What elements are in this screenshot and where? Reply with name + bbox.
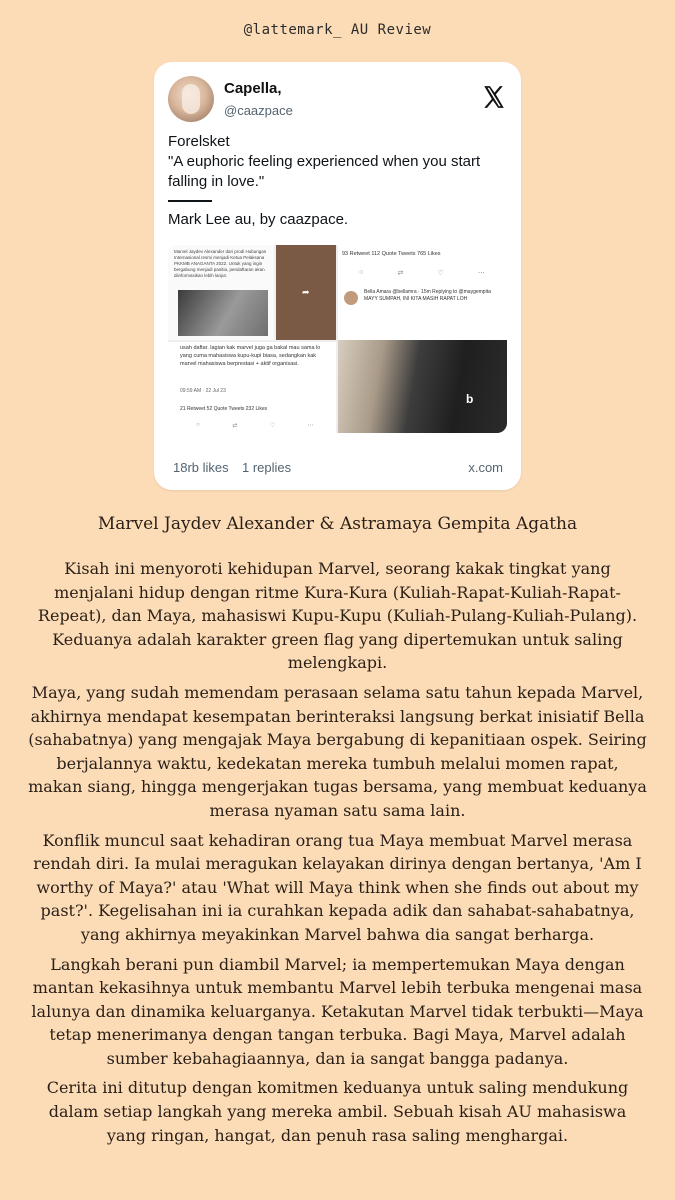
x-logo-icon[interactable] <box>481 84 507 110</box>
reply-text: Bella Amara @bellamra · 15m Replying to @maygempita MAYY SUMPAH, INI KITA MASIH RAPAT LOH <box>364 289 491 302</box>
doc-photo <box>178 290 268 336</box>
media-photo[interactable] <box>338 340 507 433</box>
media-reply-screenshot[interactable] <box>338 245 507 340</box>
divider <box>168 200 212 202</box>
user-handle[interactable]: @caazpace <box>224 103 293 118</box>
media-tweet-screenshot[interactable] <box>168 342 336 433</box>
photo-label: b <box>466 392 474 406</box>
top-stats: 93 Retweet 112 Quote Tweets 765 Likes <box>342 251 441 257</box>
retweet-icon: ⇄ <box>232 423 238 429</box>
likes-count[interactable]: 18rb likes <box>173 460 229 475</box>
retweet-icon: ⇄ <box>397 270 404 277</box>
paragraph-2: Maya, yang sudah memendam perasaan selama satu tahun kepada Marvel, akhirnya mendapat kesempatan berinteraksi langsung berkat inisiatif Bella (sahabatnya) yang mengajak Maya bergabung di kepanitiaan ospek. Seiring berjalannya waktu, kedekatan mereka tumbuh melalui momen rapat, makan siang, hingga mengerjakan tugas bersama, yang membuat keduanya merasa nyaman satu sama lain. <box>28 682 647 820</box>
screenshot-body: usah daftar. lagian kak marvel juga ga bakal mau sama lo yang cuma mahasiswa kupu-kupi biasa, sedangkan kak marvel mahasiswa berprestasi + aktif organisasi. <box>180 345 321 367</box>
tweet-media[interactable] <box>168 245 507 433</box>
paragraph-3: Konflik muncul saat kehadiran orang tua Maya membuat Marvel merasa rendah diri. Ia mulai meragukan kelayakan dirinya dengan bertanya, 'Am I worthy of Maya?' atau 'What will Maya think when she finds out about my past?'. Kegelisahan ini ia curahkan kepada adik dan sahabat-sahabatnya, yang akhirnya meyakinkan Marvel bahwa dia sangat berharga. <box>33 830 642 944</box>
tweet-text <box>168 132 508 230</box>
page-header: @lattemark_ AU Review <box>243 22 432 38</box>
reply-avatar <box>344 291 358 305</box>
tweet-line-quote: "A euphoric feeling experienced when you start falling in love." <box>168 153 485 190</box>
share-arrow-icon: ➦ <box>302 287 310 297</box>
paragraph-1: Kisah ini menyoroti kehidupan Marvel, seorang kakak tingkat yang menjalani hidup dengan ritme Kura-Kura (Kuliah-Rapat-Kuliah-Rapat-Repeat), dan Maya, mahasiswi Kupu-Kupu (Kuliah-Pulang-Kuliah-Pulang). Keduanya adalah karakter green flag yang dipertemukan untuk saling melengkapi. <box>37 559 638 673</box>
media-doc-screenshot[interactable] <box>168 245 274 340</box>
user-name[interactable]: Capella, <box>224 80 282 97</box>
screenshot-stats: 21 Retweet 52 Quote Tweets 232 Likes <box>180 406 268 412</box>
doc-text: Marvel Jaydev Alexander dari prodi Hubungan Internasional resmi menjadi Ketua Pelaksana PKKMB ANAGANTA 2022. Untuk yang ingin bergabung menjadi panitia, pendaftaran akan diinformasikan lebih lanjut. <box>174 249 267 278</box>
screenshot-actions <box>180 422 330 429</box>
top-actions <box>342 269 502 277</box>
replies-count[interactable]: 1 replies <box>242 460 292 475</box>
tweet-line-credit: Mark Lee au, by caazpace. <box>168 211 349 228</box>
reply-icon: ○ <box>196 422 200 428</box>
media-video-thumb[interactable] <box>276 245 336 340</box>
like-icon: ♡ <box>437 270 444 277</box>
story-body <box>28 557 647 1153</box>
like-icon: ♡ <box>269 423 276 429</box>
reply-icon: ○ <box>359 269 364 276</box>
story-title: Marvel Jaydev Alexander & Astramaya Gempita Agatha <box>97 514 578 534</box>
tweet-line-title: Forelsket <box>168 133 230 150</box>
tweet-card[interactable] <box>154 62 521 490</box>
source-domain[interactable]: x.com <box>468 460 503 475</box>
paragraph-4: Langkah berani pun diambil Marvel; ia mempertemukan Maya dengan mantan kekasihnya untuk membantu Marvel lebih terbuka mengenai masa lalunya dan dinamika keluarganya. Ketakutan Marvel tidak terbukti—Maya tetap menerimanya dengan tangan terbuka. Bagi Maya, Marvel adalah sumber kebahagiaannya, dan ia sangat bangga padanya. <box>31 954 644 1068</box>
share-icon: ⋯ <box>477 270 485 277</box>
paragraph-5: Cerita ini ditutup dengan komitmen keduanya untuk saling mendukung dalam setiap langkah yang mereka ambil. Sebuah kisah AU mahasiswa yang ringan, hangat, dan penuh rasa saling menghargai. <box>46 1078 629 1145</box>
avatar[interactable] <box>168 76 214 122</box>
screenshot-time: 09:59 AM · 22 Jul 23 <box>180 388 226 394</box>
share-icon: ⋯ <box>307 423 314 429</box>
